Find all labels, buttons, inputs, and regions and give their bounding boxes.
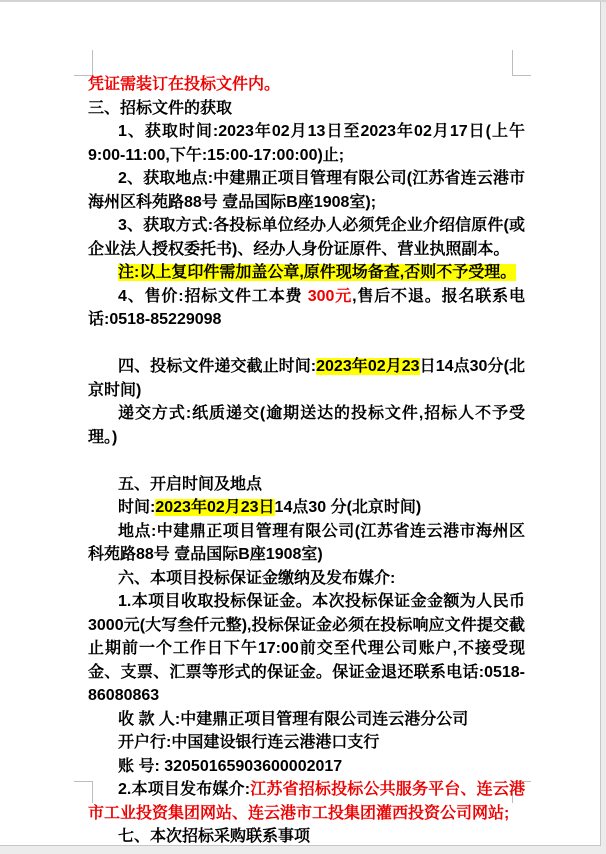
paragraph-binding-note[interactable] bbox=[88, 73, 525, 97]
text-run-red: 凭证需装订在投标文件内。 bbox=[88, 76, 281, 93]
paragraph-publish-media[interactable] bbox=[88, 778, 525, 825]
text-run: ,售后不退。报名联系电话:0518-85229098 bbox=[88, 287, 525, 328]
text-run-highlight: 2023年02月23日 bbox=[155, 499, 275, 516]
paragraph-item-3-method[interactable] bbox=[88, 214, 525, 261]
paragraph-section-3-title[interactable] bbox=[88, 97, 525, 121]
paragraph-opening-place[interactable] bbox=[88, 520, 525, 567]
text-run: 七、本次招标采购联系事项 bbox=[118, 828, 311, 845]
text-run: 14点30 分(北京时间) bbox=[274, 499, 422, 516]
paragraph-section-5-title[interactable] bbox=[88, 473, 525, 497]
text-run: 地点:中建鼎正项目管理有限公司(江苏省连云港市海州区科苑路88号 壹品国际B座1908室) bbox=[88, 522, 525, 563]
document-text-body[interactable] bbox=[88, 73, 525, 849]
text-run: 4、售价:招标文件工本费 bbox=[118, 287, 308, 305]
text-run: 收 款 人:中建鼎正项目管理有限公司连云港分公司 bbox=[118, 710, 469, 728]
text-run: 2、获取地点:中建鼎正项目管理有限公司(江苏省连云港市海州区科苑路88号 壹品国际B座1908室); bbox=[88, 170, 525, 211]
text-run: 递交方式:纸质递交(逾期送达的投标文件,招标人不予受理。) bbox=[88, 405, 525, 446]
paragraph-account-number[interactable] bbox=[88, 755, 525, 779]
paragraph-section-7-title[interactable] bbox=[88, 825, 525, 849]
paragraph-section-4-deadline[interactable] bbox=[88, 355, 525, 402]
text-run: 日14点30分(北京时间) bbox=[88, 358, 525, 399]
paragraph-item-1-time[interactable] bbox=[88, 120, 525, 167]
paragraph-section-6-title[interactable] bbox=[88, 567, 525, 591]
blank-line bbox=[88, 449, 525, 473]
paragraph-deposit-detail[interactable] bbox=[88, 590, 525, 708]
text-run-red: 300元 bbox=[307, 287, 353, 305]
text-run: 1.本项目收取投标保证金。本次投标保证金金额为人民币3000元(大写叁仟元整),投标保证金必须在投标响应文件提交截止期前一个工作日下午17:00前交至代理公司账户,不接受现金、支票、汇票等形式的保证金。保证金退还联系电话:0518-86080863 bbox=[88, 593, 525, 704]
text-run: 3、获取方式:各投标单位经办人必须凭企业介绍信原件(或企业法人授权委托书)、经办人身份证原件、营业执照副本。 bbox=[88, 217, 525, 258]
document-page[interactable] bbox=[0, 2, 601, 846]
text-run: 五、开启时间及地点 bbox=[118, 475, 263, 493]
text-run: 开户行:中国建设银行连云港港口支行 bbox=[118, 734, 380, 751]
text-run: 三、招标文件的获取 bbox=[88, 99, 233, 117]
text-run: 六、本项目投标保证金缴纳及发布媒介: bbox=[118, 569, 396, 587]
paragraph-delivery-method[interactable] bbox=[88, 402, 525, 449]
paragraph-opening-time[interactable] bbox=[88, 496, 525, 520]
text-run-red: 江苏省招标投标公共服务平台、连云港市工业投资集团网站、连云港市工投集团灌西投资公司网站; bbox=[88, 781, 525, 822]
paragraph-payee[interactable] bbox=[88, 708, 525, 732]
text-run: 2.本项目发布媒介: bbox=[118, 781, 251, 798]
paragraph-item-4-price[interactable] bbox=[88, 285, 525, 332]
text-run: 1、获取时间:2023年02月13日至2023年02月17日(上午9:00-11:00,下午:15:00-17:00:00)止; bbox=[88, 123, 525, 164]
blank-line bbox=[88, 332, 525, 356]
paragraph-bank[interactable] bbox=[88, 731, 525, 755]
paragraph-item-2-place[interactable] bbox=[88, 167, 525, 214]
text-run-highlight: 注:以上复印件需加盖公章,原件现场备查,否则不予受理。 bbox=[118, 264, 517, 281]
text-run: 时间: bbox=[118, 499, 156, 516]
paragraph-stamp-note[interactable] bbox=[88, 261, 525, 285]
text-run: 四、投标文件递交截止时间: bbox=[118, 358, 317, 375]
text-run: 账 号: 32050165903600002017 bbox=[118, 757, 343, 775]
text-run-highlight: 2023年02月23 bbox=[316, 358, 420, 375]
